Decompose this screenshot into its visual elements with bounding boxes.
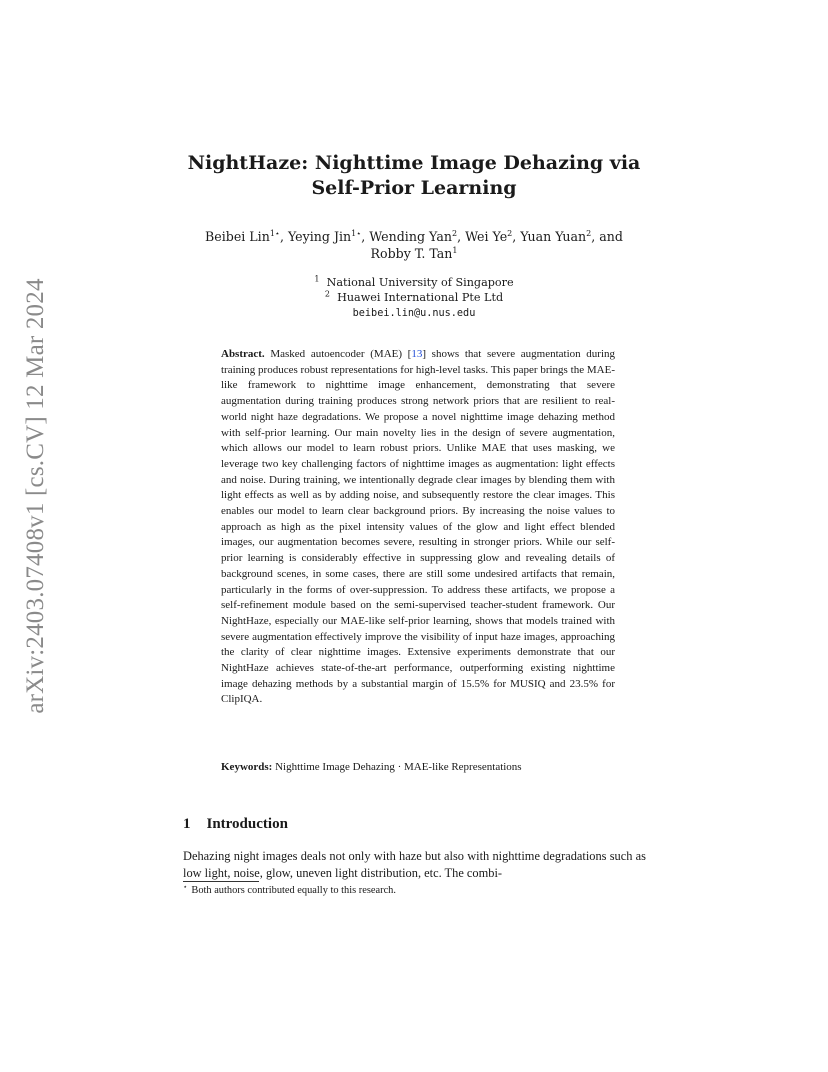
author-name: Yeying Jin <box>287 229 352 244</box>
author-separator: , <box>512 229 521 244</box>
arxiv-stamp-text: arXiv:2403.07408v1 [cs.CV] 12 Mar 2024 <box>22 278 49 714</box>
author-mark: 2 <box>507 228 513 238</box>
title-line-1: NightHaze: Nighttime Image Dehazing via <box>187 152 641 174</box>
author-separator: , <box>457 229 466 244</box>
author-email: beibei.lin@u.nus.edu <box>352 308 476 319</box>
author-mark: 2 <box>586 228 592 238</box>
paper-title <box>160 151 668 201</box>
author-separator: , <box>361 229 370 244</box>
footnote-mark: ⋆ <box>183 882 188 891</box>
author-name: Robby T. Tan <box>370 246 453 261</box>
intro-paragraph: Dehazing night images deals not only with haze but also with nighttime degradations such as low light, noise, glow, uneven light distribution, etc. The combi- <box>183 849 646 880</box>
arxiv-stamp <box>14 278 58 714</box>
keywords <box>221 760 615 775</box>
author-separator: , and <box>591 229 623 244</box>
affiliation-mark: 1 <box>314 274 320 284</box>
title-line-2: Self-Prior Learning <box>311 177 517 199</box>
keywords-text: Nighttime Image Dehazing · MAE-like Representations <box>275 761 522 773</box>
section-number: 1 <box>183 816 191 832</box>
abstract-label: Abstract. <box>221 348 265 360</box>
section-title: Introduction <box>206 816 288 832</box>
abstract <box>221 347 615 708</box>
author-mark: 1⋆ <box>351 228 362 238</box>
author-separator: , <box>279 229 288 244</box>
author-name: Wending Yan <box>369 229 452 244</box>
author-name: Yuan Yuan <box>520 229 587 244</box>
section-heading <box>183 816 288 833</box>
author-mark: 1 <box>452 245 458 255</box>
author-name: Wei Ye <box>465 229 508 244</box>
author-mark: 1⋆ <box>269 228 280 238</box>
abstract-text-body: ] shows that severe augmentation during training produces robust representations for high-level tasks. This paper brings the MAE-like framework to nighttime image enhancement, demonstrating that severe augmentation during training produces strong network priors that are resilient to real-world night haze degradations. We propose a novel nighttime image dehazing method with self-prior learning. Our main novelty lies in the design of severe augmentation, which allows our model to learn robust priors. Unlike MAE that uses masking, we leverage two key challenging factors of nighttime images as augmentation: light effects and noise. During training, we intentionally degrade clear images by blending them with light effects as well as by adding noise, and subsequently restore the clear images. This enables our model to learn clear background priors. By increasing the noise values to approach as high as the pixel intensity values of the glow and light effect blended images, our augmentation becomes severe, resulting in stronger priors. While our self-prior learning is considerably effective in suppressing glow and revealing details of background scenes, in some cases, there are still some undesired artifacts that remain, particularly in the forms of over-suppression. To address these artifacts, we propose a self-refinement module based on the semi-supervised teacher-student framework. Our NightHaze, especially our MAE-like self-prior learning, shows that models trained with severe augmentation effectively improve the visibility of input haze images, approaching the clarity of clear nighttime images. Extensive experiments demonstrate that our NightHaze achieves state-of-the-art performance, outperforming existing nighttime image dehazing methods by a substantial margin of 15.5% for MUSIQ and 23.5% for ClipIQA. <box>221 348 616 706</box>
citation-link[interactable]: 13 <box>411 348 423 360</box>
author-mark: 2 <box>451 228 458 238</box>
affiliation-mark: 2 <box>324 289 330 299</box>
keywords-label: Keywords: <box>221 761 273 773</box>
affiliation-name: Huawei International Pte Ltd <box>337 291 504 304</box>
author-list <box>190 228 638 262</box>
affiliation-name: National University of Singapore <box>326 276 514 289</box>
affiliations <box>200 275 628 321</box>
footnote <box>183 882 396 896</box>
abstract-text-start: Masked autoencoder (MAE) [ <box>270 348 412 360</box>
footnote-text: Both authors contributed equally to this research. <box>191 885 396 896</box>
author-name: Beibei Lin <box>205 229 270 244</box>
footnote-divider <box>183 881 259 882</box>
